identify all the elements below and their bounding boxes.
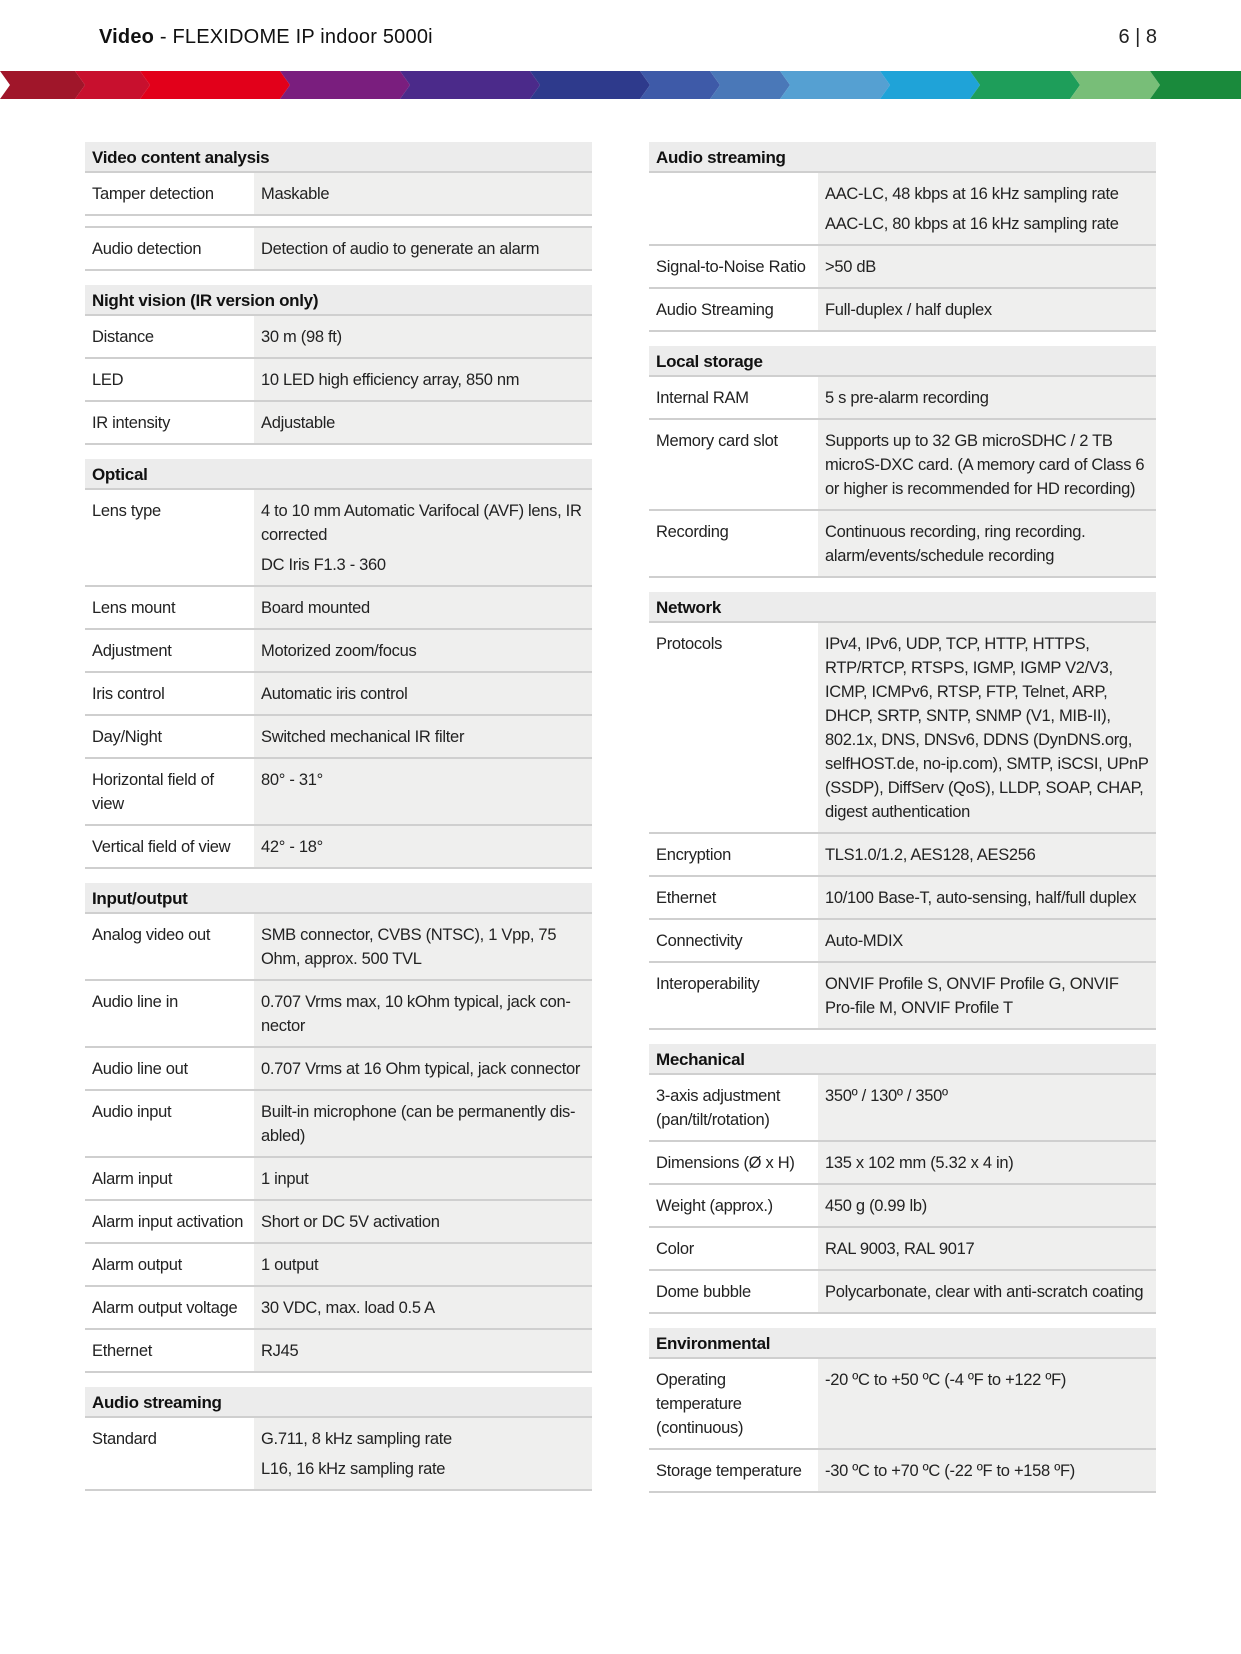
spec-label: Connectivity — [656, 932, 743, 950]
section-title: Audio streaming — [649, 142, 1156, 173]
spec-value-line: 135 x 102 mm (5.32 x 4 in) — [825, 1154, 1014, 1172]
spec-section — [649, 592, 1156, 1030]
spec-value-line: 0.707 Vrms at 16 Ohm typical, jack connector — [261, 1060, 581, 1078]
spec-label: 3-axis adjustment (pan/tilt/rotation) — [656, 1087, 781, 1129]
spec-row — [649, 920, 1156, 963]
spec-value-line: 5 s pre-alarm recording — [825, 389, 989, 407]
spec-value — [254, 759, 592, 824]
spec-section — [85, 226, 592, 271]
spec-row — [649, 623, 1156, 834]
spec-value — [254, 402, 592, 443]
spec-row — [85, 228, 592, 271]
spec-label: Audio line out — [92, 1060, 188, 1078]
spec-value — [818, 1075, 1156, 1140]
spec-value-line: Board mounted — [261, 599, 370, 617]
spec-value — [818, 420, 1156, 509]
spec-row — [649, 420, 1156, 511]
spec-label: Recording — [656, 523, 729, 541]
spec-value-line: AAC-LC, 80 kbps at 16 kHz sampling rate — [825, 215, 1119, 233]
color-band-segment — [880, 71, 980, 99]
color-band-segment — [640, 71, 720, 99]
right-spec-column — [649, 142, 1156, 1507]
spec-value — [818, 173, 1156, 244]
spec-section — [649, 346, 1156, 578]
spec-value-line: Switched mechanical IR filter — [261, 728, 465, 746]
spec-row — [649, 1450, 1156, 1493]
spec-value-line: RJ45 — [261, 1342, 299, 1360]
spec-label: Standard — [92, 1430, 157, 1448]
spec-label: Alarm output — [92, 1256, 182, 1274]
spec-value-line: Maskable — [261, 185, 330, 203]
section-title: Input/output — [85, 883, 592, 914]
spec-value — [254, 1287, 592, 1328]
spec-row — [85, 1201, 592, 1244]
spec-row — [649, 289, 1156, 332]
spec-row — [649, 963, 1156, 1030]
spec-row — [649, 1359, 1156, 1450]
color-band-segment — [280, 71, 410, 99]
spec-label: Audio line in — [92, 993, 178, 1011]
spec-label: Distance — [92, 328, 154, 346]
spec-label: Vertical field of view — [92, 838, 231, 856]
spec-label: Day/Night — [92, 728, 162, 746]
spec-row — [85, 914, 592, 981]
spec-value — [818, 963, 1156, 1028]
section-title: Local storage — [649, 346, 1156, 377]
spec-value — [254, 1201, 592, 1242]
spec-value — [818, 1450, 1156, 1491]
spec-label: Analog video out — [92, 926, 211, 944]
section-title: Video content analysis — [85, 142, 592, 173]
spec-value-line: Full-duplex / half duplex — [825, 301, 992, 319]
section-title: Network — [649, 592, 1156, 623]
spec-label: Lens type — [92, 502, 161, 520]
color-band-segment — [970, 71, 1080, 99]
spec-label: Operating temperature (continuous) — [656, 1371, 744, 1437]
spec-value-line: Supports up to 32 GB microSDHC / 2 TB microS-DXC card. (A memory card of Class 6 or higher is recommended for HD recording) — [825, 432, 1145, 498]
spec-label: Signal-to-Noise Ratio — [656, 258, 806, 276]
spec-value-line: 30 m (98 ft) — [261, 328, 342, 346]
spec-row — [649, 377, 1156, 420]
spec-row — [85, 630, 592, 673]
spec-label — [649, 173, 818, 244]
spec-value-line: 1 input — [261, 1170, 309, 1188]
spec-section — [85, 142, 592, 216]
spec-value-line: Automatic iris control — [261, 685, 408, 703]
spec-value-line: Motorized zoom/focus — [261, 642, 417, 660]
spec-value — [254, 673, 592, 714]
spec-row — [649, 1075, 1156, 1142]
spec-value — [818, 1271, 1156, 1312]
spec-value — [818, 920, 1156, 961]
page-number: 6 | 8 — [1118, 26, 1157, 48]
spec-label: Dimensions (Ø x H) — [656, 1154, 795, 1172]
spec-value — [254, 1158, 592, 1199]
spec-value-line: 30 VDC, max. load 0.5 A — [261, 1299, 435, 1317]
spec-value — [818, 1359, 1156, 1448]
spec-value — [818, 1185, 1156, 1226]
spec-row — [85, 173, 592, 216]
spec-row — [85, 402, 592, 445]
spec-section — [85, 285, 592, 445]
spec-label: Lens mount — [92, 599, 176, 617]
color-band-segment — [710, 71, 790, 99]
spec-value-line: -20 ºC to +50 ºC (-4 ºF to +122 ºF) — [825, 1371, 1067, 1389]
spec-value-line: L16, 16 kHz sampling rate — [261, 1460, 446, 1478]
spec-row — [649, 1271, 1156, 1314]
color-band — [0, 71, 1241, 99]
spec-label: Adjustment — [92, 642, 172, 660]
spec-value-line: IPv4, IPv6, UDP, TCP, HTTP, HTTPS, RTP/RTCP, RTSPS, IGMP, IGMP V2/V3, ICMP, ICMPv6, RTSP, FTP, Telnet, ARP, DHCP, SRTP, SNTP, SNMP (V1, MIB-II), 802.1x, DNS, DNSv6, DDNS (DynDNS.org, selfHOST.de, no-ip.com), SMTP, iSCSI, UPnP (SSDP), DiffServ (QoS), LLDP, SOAP, CHAP, digest authentication — [825, 635, 1149, 821]
spec-label: Alarm output voltage — [92, 1299, 238, 1317]
spec-value — [818, 834, 1156, 875]
spec-row — [649, 511, 1156, 578]
spec-row — [85, 1244, 592, 1287]
section-title: Optical — [85, 459, 592, 490]
spec-row — [649, 877, 1156, 920]
spec-value — [818, 1228, 1156, 1269]
spec-value-line: 4 to 10 mm Automatic Varifocal (AVF) lens, IR corrected — [261, 502, 582, 544]
spec-label: Iris control — [92, 685, 165, 703]
document-title-bold: Video — [99, 26, 155, 48]
spec-label: Interoperability — [656, 975, 760, 993]
spec-section — [649, 1044, 1156, 1314]
spec-value — [818, 246, 1156, 287]
spec-row — [85, 1091, 592, 1158]
spec-label: Color — [656, 1240, 694, 1258]
spec-label: Protocols — [656, 635, 723, 653]
spec-value — [254, 1244, 592, 1285]
spec-value-line: 80° - 31° — [261, 771, 323, 789]
color-band-segment — [400, 71, 540, 99]
spec-value-line: 450 g (0.99 lb) — [825, 1197, 927, 1215]
spec-value-line: Built-in microphone (can be permanently dis-abled) — [261, 1103, 576, 1145]
spec-row — [85, 490, 592, 587]
spec-value-line: ONVIF Profile S, ONVIF Profile G, ONVIF Pro-file M, ONVIF Profile T — [825, 975, 1119, 1017]
spec-value — [254, 826, 592, 867]
spec-section — [85, 883, 592, 1373]
spec-row — [85, 673, 592, 716]
spec-value — [818, 623, 1156, 832]
spec-row — [85, 1330, 592, 1373]
spec-value-line: 1 output — [261, 1256, 319, 1274]
left-spec-column — [85, 142, 592, 1505]
spec-section — [649, 142, 1156, 332]
spec-value — [254, 716, 592, 757]
spec-label: Horizontal field of view — [92, 771, 214, 813]
spec-label: Alarm input — [92, 1170, 173, 1188]
spec-row — [649, 1185, 1156, 1228]
spec-label: Memory card slot — [656, 432, 778, 450]
spec-label: Weight (approx.) — [656, 1197, 773, 1215]
color-band-segment — [780, 71, 890, 99]
spec-value-line: 0.707 Vrms max, 10 kOhm typical, jack con-nector — [261, 993, 571, 1035]
document-title — [99, 26, 433, 49]
spec-value — [818, 289, 1156, 330]
spec-row — [649, 173, 1156, 246]
spec-row — [649, 834, 1156, 877]
section-title: Night vision (IR version only) — [85, 285, 592, 316]
spec-label: Audio detection — [92, 240, 202, 258]
spec-label: Tamper detection — [92, 185, 214, 203]
spec-value-line: TLS1.0/1.2, AES128, AES256 — [825, 846, 1036, 864]
spec-row — [85, 759, 592, 826]
spec-row — [85, 359, 592, 402]
color-band-segment — [1150, 71, 1241, 99]
spec-row — [85, 826, 592, 869]
spec-row — [85, 587, 592, 630]
spec-value-line: SMB connector, CVBS (NTSC), 1 Vpp, 75 Ohm, approx. 500 TVL — [261, 926, 557, 968]
section-title: Audio streaming — [85, 1387, 592, 1418]
spec-value — [254, 1091, 592, 1156]
spec-value — [254, 1048, 592, 1089]
spec-value — [254, 173, 592, 214]
spec-label: Audio Streaming — [656, 301, 774, 319]
spec-row — [649, 246, 1156, 289]
page-header — [0, 0, 1241, 71]
spec-value — [254, 1330, 592, 1371]
spec-value-line: Continuous recording, ring recording. alarm/events/schedule recording — [825, 523, 1086, 565]
spec-value-line: Detection of audio to generate an alarm — [261, 240, 540, 258]
spec-row — [649, 1228, 1156, 1271]
document-title-rest: - FLEXIDOME IP indoor 5000i — [154, 26, 433, 48]
spec-value — [818, 877, 1156, 918]
spec-value — [818, 377, 1156, 418]
spec-section — [85, 1387, 592, 1491]
spec-row — [85, 981, 592, 1048]
spec-value-line: Polycarbonate, clear with anti-scratch coating — [825, 1283, 1144, 1301]
section-title: Environmental — [649, 1328, 1156, 1359]
spec-section — [649, 1328, 1156, 1493]
spec-value-line: 42° - 18° — [261, 838, 323, 856]
spec-value-line: Short or DC 5V activation — [261, 1213, 440, 1231]
spec-value-line: >50 dB — [825, 258, 876, 276]
color-band-segment — [0, 71, 85, 99]
spec-label: Alarm input activation — [92, 1213, 244, 1231]
spec-value-line: Auto-MDIX — [825, 932, 903, 950]
spec-value-line: Adjustable — [261, 414, 336, 432]
spec-value — [254, 914, 592, 979]
spec-label: Audio input — [92, 1103, 172, 1121]
color-band-segment — [1070, 71, 1160, 99]
spec-row — [85, 316, 592, 359]
spec-label: Ethernet — [92, 1342, 152, 1360]
spec-value-line: 10 LED high efficiency array, 850 nm — [261, 371, 520, 389]
spec-value-line: DC Iris F1.3 - 360 — [261, 556, 386, 574]
spec-value-line: AAC-LC, 48 kbps at 16 kHz sampling rate — [825, 185, 1119, 203]
spec-row — [85, 1048, 592, 1091]
color-band-segment — [75, 71, 150, 99]
spec-row — [85, 1158, 592, 1201]
spec-value — [254, 1418, 592, 1489]
spec-value — [254, 228, 592, 269]
spec-label: Ethernet — [656, 889, 716, 907]
spec-value — [254, 981, 592, 1046]
spec-value — [254, 359, 592, 400]
spec-label: Dome bubble — [656, 1283, 751, 1301]
color-band-segment — [140, 71, 290, 99]
spec-value-line: 10/100 Base-T, auto-sensing, half/full duplex — [825, 889, 1137, 907]
spec-value-line: G.711, 8 kHz sampling rate — [261, 1430, 452, 1448]
spec-row — [85, 716, 592, 759]
spec-label: Encryption — [656, 846, 731, 864]
spec-section — [85, 459, 592, 869]
spec-value — [818, 511, 1156, 576]
section-title: Mechanical — [649, 1044, 1156, 1075]
spec-row — [85, 1418, 592, 1491]
spec-value — [254, 630, 592, 671]
spec-label: LED — [92, 371, 124, 389]
color-band-segment — [530, 71, 650, 99]
spec-value — [254, 587, 592, 628]
spec-label: IR intensity — [92, 414, 171, 432]
spec-value — [818, 1142, 1156, 1183]
spec-value-line: -30 ºC to +70 ºC (-22 ºF to +158 ºF) — [825, 1462, 1075, 1480]
spec-label: Internal RAM — [656, 389, 749, 407]
spec-value — [254, 490, 592, 585]
spec-row — [649, 1142, 1156, 1185]
spec-label: Storage temperature — [656, 1462, 802, 1480]
spec-value — [254, 316, 592, 357]
spec-row — [85, 1287, 592, 1330]
spec-value-line: 350º / 130º / 350º — [825, 1087, 948, 1105]
spec-value-line: RAL 9003, RAL 9017 — [825, 1240, 975, 1258]
